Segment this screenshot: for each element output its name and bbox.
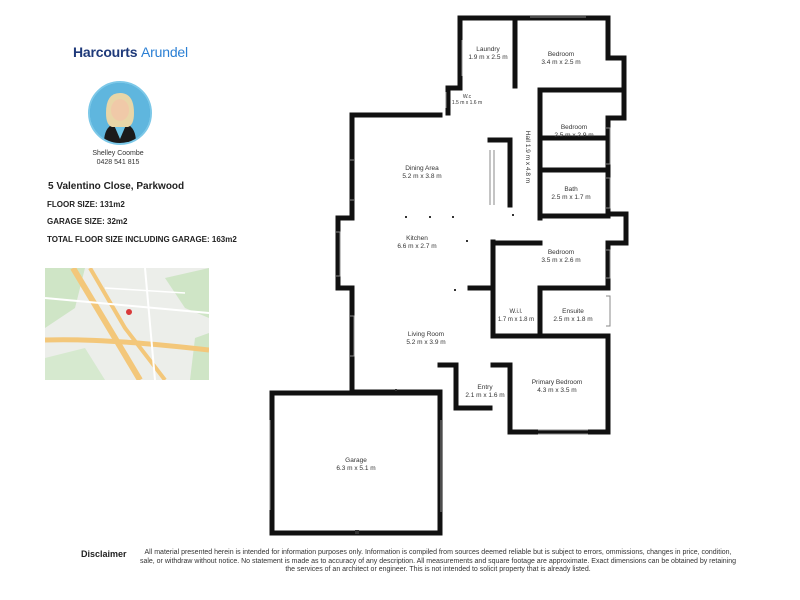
room-size: 1.5 m x 1.6 m	[451, 100, 483, 106]
room-hall	[523, 131, 531, 183]
room-living-room	[406, 331, 445, 347]
room-size: 4.3 m x 3.5 m	[537, 387, 577, 394]
room-wil	[498, 308, 534, 324]
room-size: 2.5 m x 1.7 m	[551, 194, 591, 201]
room-name: Hall	[524, 130, 531, 143]
room-name: Entry	[477, 384, 493, 391]
floor-size: FLOOR SIZE: 131m2	[47, 200, 125, 209]
room-name: Laundry	[476, 46, 500, 53]
room-name: Primary Bedroom	[531, 379, 583, 386]
room-kitchen	[397, 235, 436, 251]
agent-phone: 0428 541 815	[96, 159, 140, 166]
room-name: Garage	[345, 457, 367, 464]
room-bedroom-1	[541, 51, 580, 67]
disclaimer-text: All material presented herein is intended for information purposes only. Information is compiled from sources deemed reliable but is subject to errors, ommissions, changes in price, condition, sale, or withdraw without notice. No statement is made as to accuracy of any description. All measurements and square footage are approximate. Exact dimensions can be obtained by retaining the services of an architect or engineer. This is not intended to solicit property that is already listed.	[139, 549, 737, 574]
room-wc	[452, 94, 482, 106]
room-name: Bedroom	[547, 249, 575, 256]
room-bedroom-2	[554, 124, 593, 140]
room-name: Bath	[564, 186, 578, 193]
room-size: 2.5 m x 2.9 m	[554, 132, 594, 139]
room-name: Ensuite	[562, 308, 584, 315]
room-ensuite	[553, 308, 592, 324]
room-size: 1.9 m x 2.5 m	[468, 54, 508, 61]
room-bedroom-3	[541, 249, 580, 265]
total-floor-size: TOTAL FLOOR SIZE INCLUDING GARAGE: 163m2	[47, 235, 237, 244]
room-entry	[465, 384, 504, 400]
room-laundry	[468, 46, 507, 62]
room-size: 6.6 m x 2.7 m	[397, 243, 437, 250]
room-garage	[336, 457, 375, 473]
room-name: Bedroom	[560, 124, 588, 131]
room-name: Bedroom	[547, 51, 575, 58]
room-primary-bedroom	[532, 379, 583, 395]
room-size: 2.5 m x 1.8 m	[553, 316, 593, 323]
room-bath	[551, 186, 590, 202]
garage-door-marker	[355, 530, 359, 534]
room-name: Living Room	[407, 331, 445, 338]
room-size: 3.4 m x 2.5 m	[541, 59, 581, 66]
disclaimer-label: Disclaimer	[81, 549, 127, 559]
room-name: Dining Area	[405, 165, 439, 172]
room-size: 5.2 m x 3.9 m	[406, 339, 446, 346]
room-name: Kitchen	[406, 235, 428, 242]
room-size: 3.5 m x 2.6 m	[541, 257, 581, 264]
room-size: 5.2 m x 3.8 m	[402, 173, 442, 180]
room-name: W.c	[462, 94, 472, 100]
room-size: 2.1 m x 1.6 m	[465, 392, 505, 399]
room-name: W.i.l.	[509, 309, 523, 315]
garage-size: GARAGE SIZE: 32m2	[47, 217, 128, 226]
room-dining-area	[402, 165, 441, 181]
property-address: 5 Valentino Close, Parkwood	[48, 181, 185, 192]
room-size: 1.7 m x 1.8 m	[497, 317, 535, 323]
room-size: 1.9 m x 4.8 m	[524, 143, 531, 184]
room-size: 6.3 m x 5.1 m	[336, 465, 376, 472]
brand-office: Arundel	[141, 44, 188, 60]
agent-name: Shelley Coombe	[92, 150, 144, 157]
brand-name: Harcourts	[73, 44, 138, 60]
